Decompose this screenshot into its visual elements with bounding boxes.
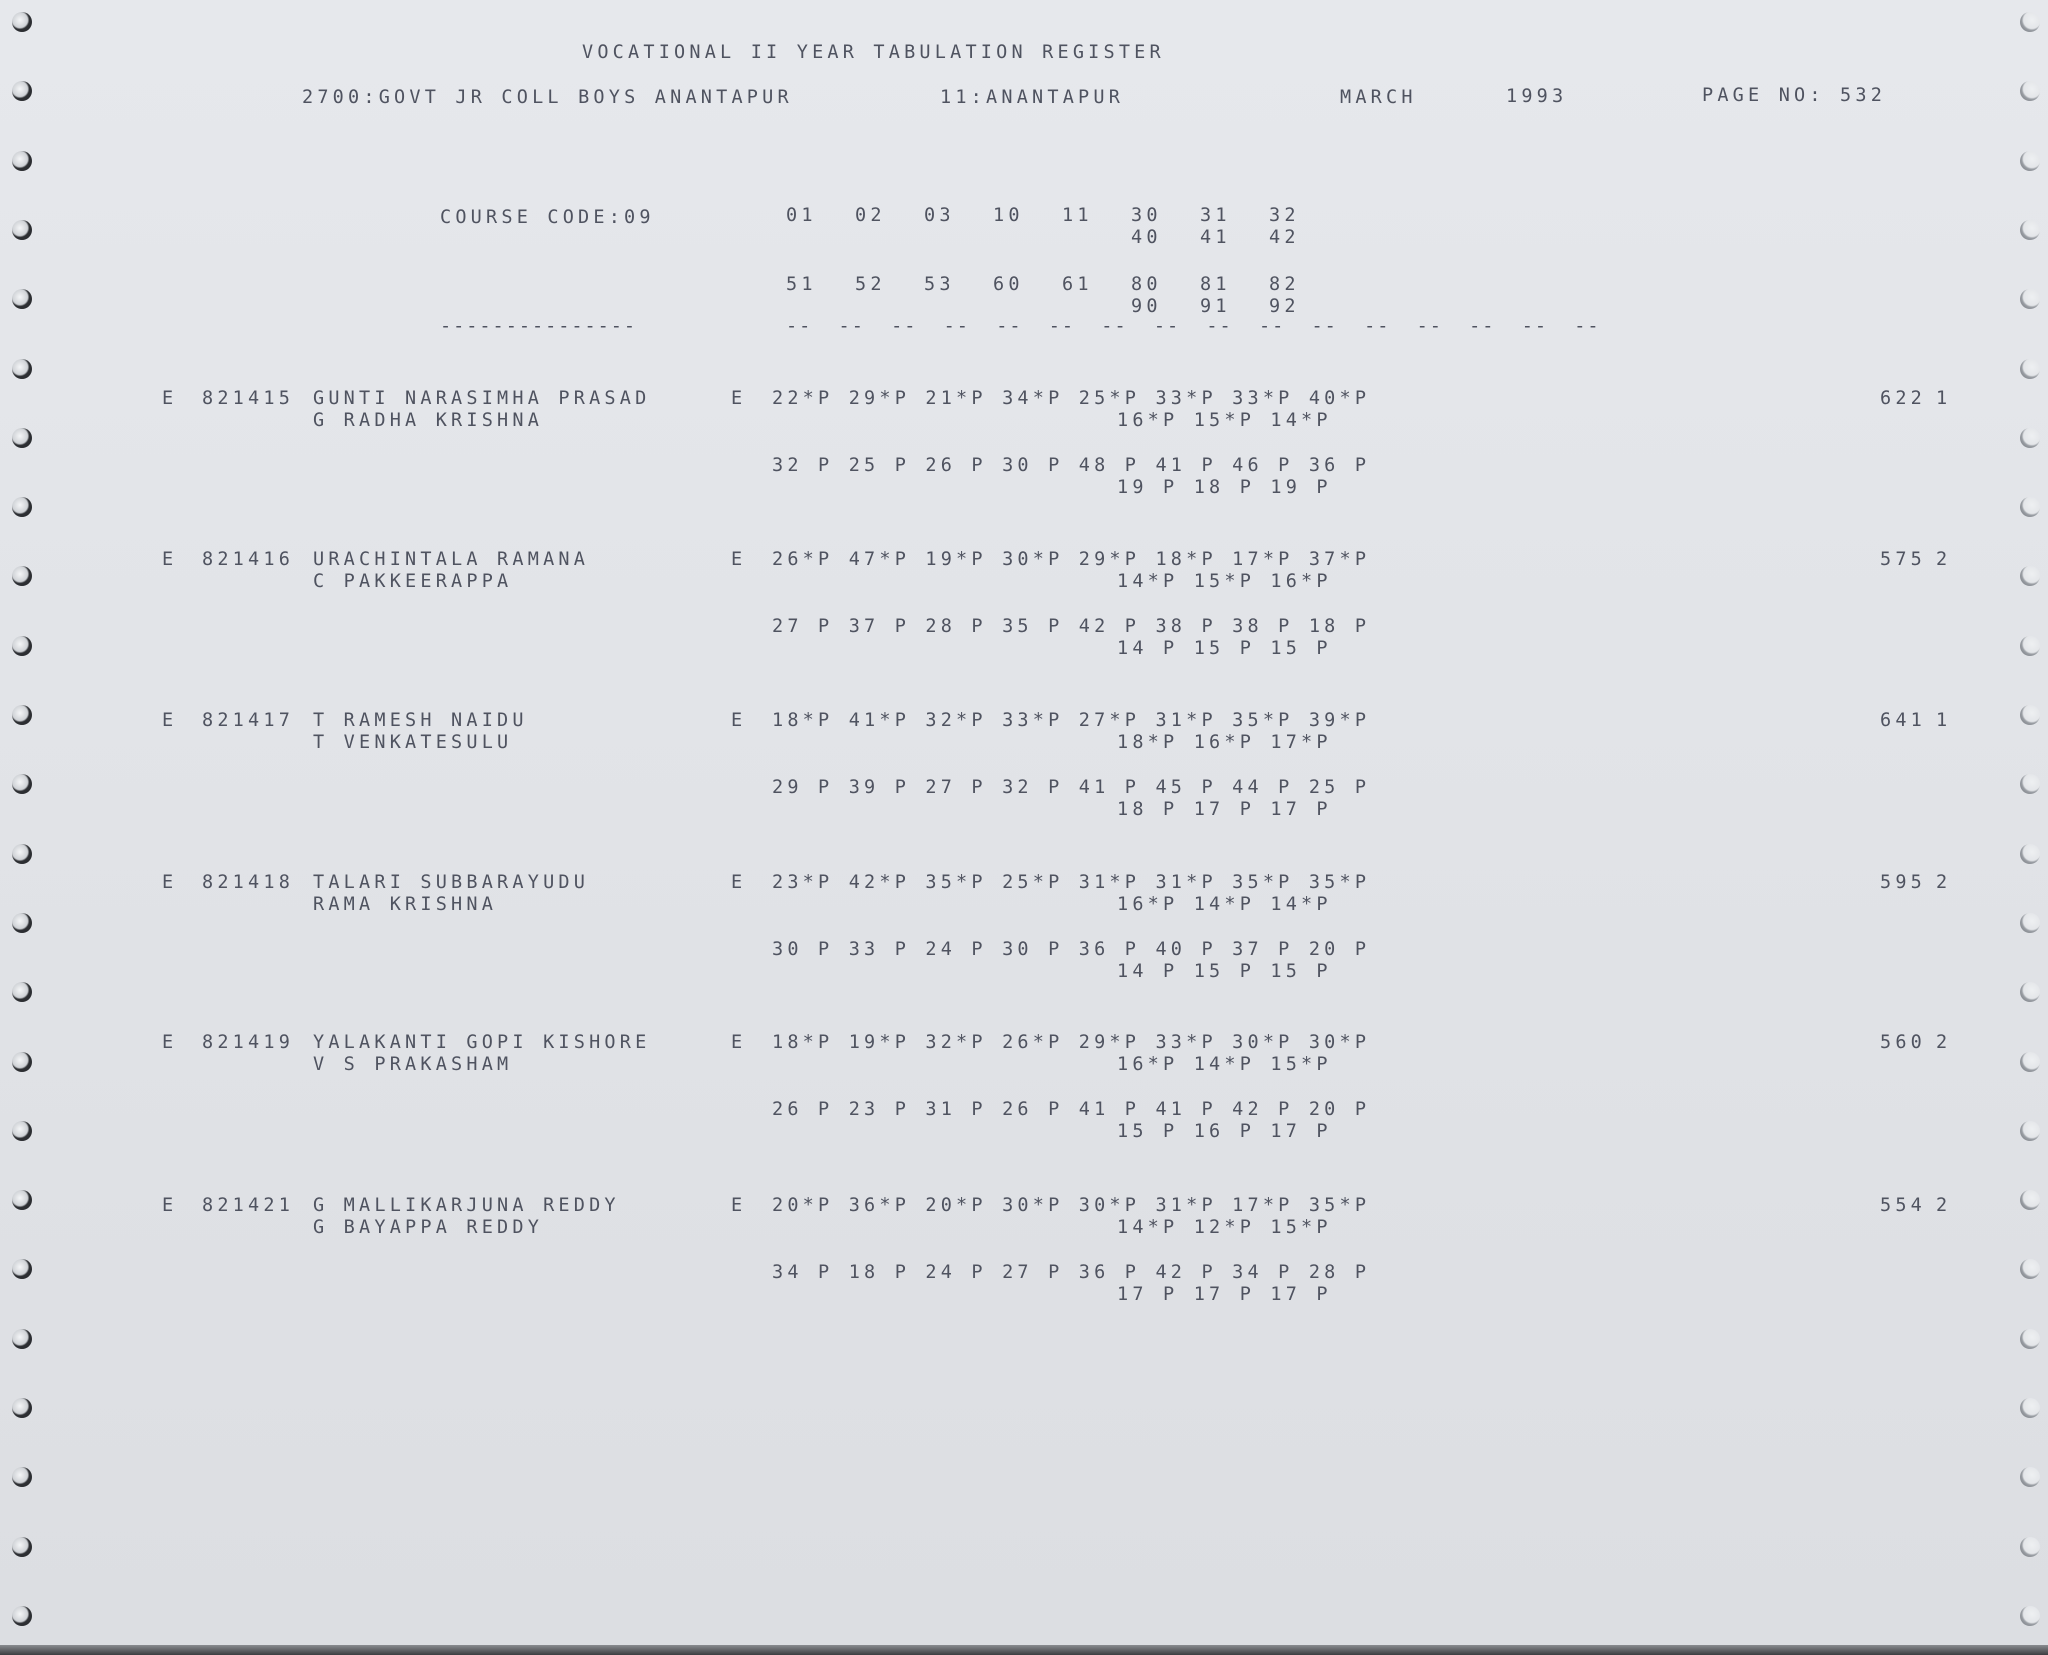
marks-line-1: 18*P 19*P 32*P 26*P 29*P 33*P 30*P 30*P [772,1032,1371,1053]
feed-hole [2020,982,2040,1002]
record-flag: E [162,1032,178,1053]
column-code: 53 [924,274,955,295]
record-flag: E [162,549,178,570]
roll-number: 821421 [202,1195,295,1216]
feed-hole [12,636,32,656]
feed-hole [2020,705,2040,725]
student-name: URACHINTALA RAMANA [313,549,590,570]
feed-hole [2020,1398,2040,1418]
medium-code: E [731,1032,747,1053]
roll-number: 821416 [202,549,295,570]
feed-hole [2020,220,2040,240]
result-class: 2 [1936,1195,1952,1216]
feed-hole [12,497,32,517]
marks-line-4: 19 P 18 P 19 P [1117,477,1332,498]
exam-year: 1993 [1506,86,1568,107]
student-name: YALAKANTI GOPI KISHORE [313,1032,651,1053]
result-class: 2 [1936,872,1952,893]
medium-code: E [731,388,747,409]
feed-hole [12,220,32,240]
student-name: TALARI SUBBARAYUDU [313,872,590,893]
feed-hole [12,1052,32,1072]
marks-line-2: 18*P 16*P 17*P [1117,732,1332,753]
feed-hole [2020,1190,2040,1210]
marks-line-4: 18 P 17 P 17 P [1117,799,1332,820]
father-name: RAMA KRISHNA [313,894,498,915]
record-flag: E [162,872,178,893]
feed-hole [12,982,32,1002]
total-marks: 554 [1880,1195,1927,1216]
medium-code: E [731,1195,747,1216]
feed-hole [2020,1467,2040,1487]
feed-hole [12,844,32,864]
marks-line-3: 27 P 37 P 28 P 35 P 42 P 38 P 38 P 18 P [772,616,1371,637]
feed-hole [12,705,32,725]
feed-hole [12,1190,32,1210]
student-name: G MALLIKARJUNA REDDY [313,1195,620,1216]
course-code: COURSE CODE:09 [440,207,655,228]
father-name: G RADHA KRISHNA [313,410,544,431]
marks-line-1: 22*P 29*P 21*P 34*P 25*P 33*P 33*P 40*P [772,388,1371,409]
feed-hole [2020,359,2040,379]
feed-hole [12,1537,32,1557]
column-code: 91 [1200,296,1231,317]
feed-hole [2020,1052,2040,1072]
feed-hole [12,774,32,794]
result-class: 2 [1936,1032,1952,1053]
feed-hole [12,1398,32,1418]
total-marks: 595 [1880,872,1927,893]
column-code: 40 [1131,227,1162,248]
college-name: 2700:GOVT JR COLL BOYS ANANTAPUR [302,87,793,108]
column-code: 41 [1200,227,1231,248]
feed-hole [2020,289,2040,309]
result-class: 1 [1936,388,1952,409]
feed-hole [12,913,32,933]
feed-hole [2020,1259,2040,1279]
feed-hole [12,1259,32,1279]
marks-line-4: 14 P 15 P 15 P [1117,638,1332,659]
feed-hole [2020,913,2040,933]
result-class: 1 [1936,710,1952,731]
marks-line-3: 30 P 33 P 24 P 30 P 36 P 40 P 37 P 20 P [772,939,1371,960]
register-title: VOCATIONAL II YEAR TABULATION REGISTER [582,42,1165,63]
column-code: 11 [1062,205,1093,226]
feed-hole [2020,566,2040,586]
marks-line-2: 16*P 15*P 14*P [1117,410,1332,431]
feed-hole [2020,774,2040,794]
column-code: 01 [786,205,817,226]
feed-hole [2020,428,2040,448]
marks-line-1: 23*P 42*P 35*P 25*P 31*P 31*P 35*P 35*P [772,872,1371,893]
marks-line-3: 29 P 39 P 27 P 32 P 41 P 45 P 44 P 25 P [772,777,1371,798]
column-code: 82 [1269,274,1300,295]
column-code: 80 [1131,274,1162,295]
father-name: C PAKKEERAPPA [313,571,513,592]
feed-hole [12,566,32,586]
marks-line-3: 34 P 18 P 24 P 27 P 36 P 42 P 34 P 28 P [772,1262,1371,1283]
column-code: 32 [1269,205,1300,226]
marks-line-3: 26 P 23 P 31 P 26 P 41 P 41 P 42 P 20 P [772,1099,1371,1120]
total-marks: 575 [1880,549,1927,570]
feed-hole [2020,636,2040,656]
marks-line-1: 20*P 36*P 20*P 30*P 30*P 31*P 17*P 35*P [772,1195,1371,1216]
column-code: 02 [855,205,886,226]
feed-hole [2020,1329,2040,1349]
medium-code: E [731,549,747,570]
feed-hole [2020,1537,2040,1557]
record-flag: E [162,388,178,409]
feed-hole [2020,151,2040,171]
feed-hole [12,1121,32,1141]
feed-hole [12,1329,32,1349]
record-flag: E [162,1195,178,1216]
feed-hole [12,1606,32,1626]
district-name: 11:ANANTAPUR [940,87,1125,108]
marks-underline: -- -- -- -- -- -- -- -- -- -- -- -- -- -- -- -- [786,316,1601,337]
total-marks: 622 [1880,388,1927,409]
feed-hole [12,12,32,32]
paper-bottom-edge [0,1645,2048,1655]
feed-hole [12,81,32,101]
column-code: 31 [1200,205,1231,226]
father-name: G BAYAPPA REDDY [313,1217,544,1238]
marks-line-4: 15 P 16 P 17 P [1117,1121,1332,1142]
marks-line-2: 14*P 12*P 15*P [1117,1217,1332,1238]
feed-hole [2020,12,2040,32]
feed-hole [2020,1606,2040,1626]
student-name: GUNTI NARASIMHA PRASAD [313,388,651,409]
column-code: 61 [1062,274,1093,295]
tractor-feed-holes-right [2020,0,2048,1655]
marks-line-2: 14*P 15*P 16*P [1117,571,1332,592]
column-code: 51 [786,274,817,295]
father-name: V S PRAKASHAM [313,1054,513,1075]
total-marks: 641 [1880,710,1927,731]
feed-hole [12,151,32,171]
column-code: 03 [924,205,955,226]
record-flag: E [162,710,178,731]
marks-line-4: 17 P 17 P 17 P [1117,1284,1332,1305]
marks-line-3: 32 P 25 P 26 P 30 P 48 P 41 P 46 P 36 P [772,455,1371,476]
column-code: 52 [855,274,886,295]
marks-line-1: 18*P 41*P 32*P 33*P 27*P 31*P 35*P 39*P [772,710,1371,731]
roll-number: 821419 [202,1032,295,1053]
column-code: 60 [993,274,1024,295]
column-code: 10 [993,205,1024,226]
result-class: 2 [1936,549,1952,570]
marks-line-2: 16*P 14*P 14*P [1117,894,1332,915]
feed-hole [2020,497,2040,517]
feed-hole [12,359,32,379]
page-number: PAGE NO: 532 [1702,85,1887,106]
column-code: 30 [1131,205,1162,226]
feed-hole [2020,81,2040,101]
student-name: T RAMESH NAIDU [313,710,528,731]
medium-code: E [731,872,747,893]
marks-line-2: 16*P 14*P 15*P [1117,1054,1332,1075]
roll-number: 821417 [202,710,295,731]
roll-number: 821418 [202,872,295,893]
column-code: 42 [1269,227,1300,248]
column-code: 81 [1200,274,1231,295]
feed-hole [2020,844,2040,864]
column-code: 90 [1131,296,1162,317]
tractor-feed-holes-left [12,0,42,1655]
total-marks: 560 [1880,1032,1927,1053]
roll-number: 821415 [202,388,295,409]
feed-hole [2020,1121,2040,1141]
medium-code: E [731,710,747,731]
column-code: 92 [1269,296,1300,317]
exam-month: MARCH [1340,87,1417,108]
feed-hole [12,289,32,309]
marks-line-4: 14 P 15 P 15 P [1117,961,1332,982]
feed-hole [12,428,32,448]
name-underline: --------------- [440,316,638,337]
feed-hole [12,1467,32,1487]
father-name: T VENKATESULU [313,732,513,753]
marks-line-1: 26*P 47*P 19*P 30*P 29*P 18*P 17*P 37*P [772,549,1371,570]
